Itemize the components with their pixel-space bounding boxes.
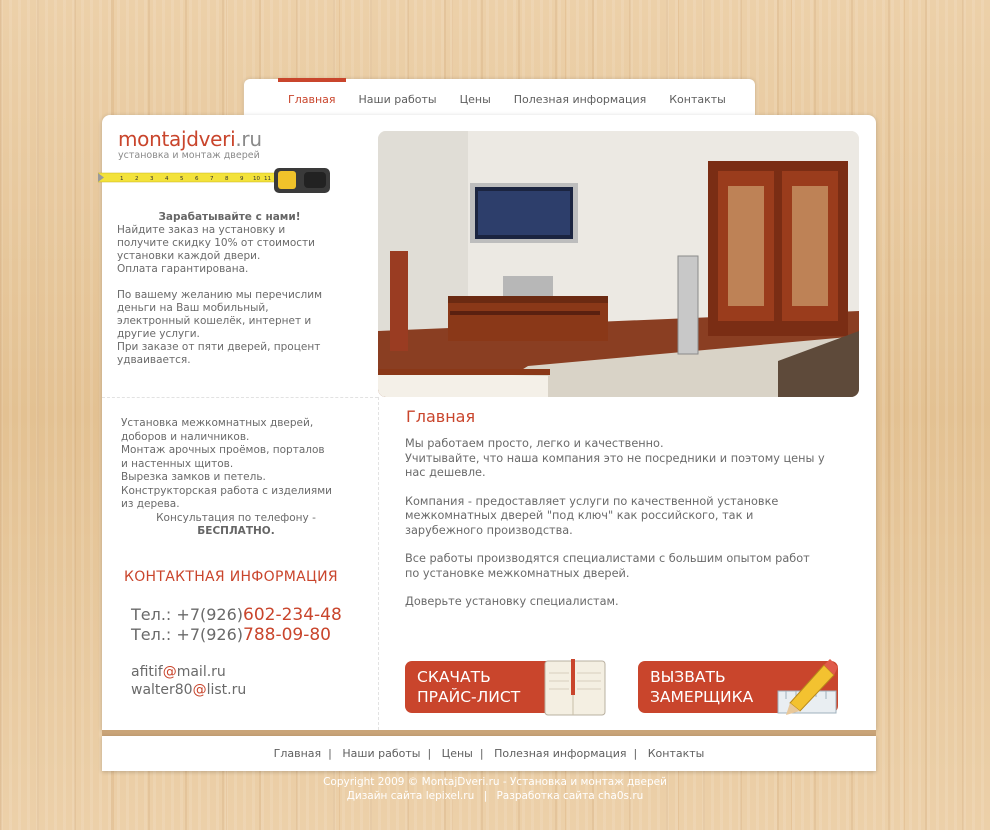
credit-separator: | <box>483 790 488 802</box>
footer-separator: | <box>328 747 332 760</box>
logo-tld: .ru <box>235 127 262 151</box>
nav-item-info[interactable]: Полезная информация <box>513 93 647 106</box>
service-line: Установка межкомнатных дверей, <box>121 417 314 429</box>
email-list <box>131 663 246 699</box>
free-text: БЕСПЛАТНО. <box>197 525 275 537</box>
download-price-button[interactable] <box>405 661 605 713</box>
call-measurer-button[interactable] <box>638 661 838 713</box>
services-block <box>121 417 351 539</box>
nav-item-works[interactable]: Наши работы <box>358 93 437 106</box>
svg-text:4: 4 <box>165 176 169 182</box>
email-domain: mail.ru <box>176 664 226 680</box>
svg-text:6: 6 <box>195 176 199 182</box>
email-user: afitif <box>131 664 163 680</box>
promo-line: Найдите заказ на установку и <box>117 224 286 236</box>
logo-tagline: установка и монтаж дверей <box>118 150 260 161</box>
promo-line: При заказе от пяти дверей, процент <box>117 341 321 353</box>
button-line: ВЫЗВАТЬ <box>650 668 726 686</box>
email-link[interactable] <box>131 681 246 699</box>
service-line: и настенных щитов. <box>121 457 234 470</box>
svg-text:5: 5 <box>180 176 184 182</box>
design-label: Дизайн сайта <box>346 790 423 802</box>
dev-label: Разработка сайта <box>496 790 595 802</box>
dev-link[interactable]: cha0s.ru <box>597 790 644 802</box>
phone-line[interactable] <box>131 625 342 645</box>
promo-heading: Зарабатывайте с нами! <box>158 211 301 223</box>
promo-line: удваивается. <box>117 354 191 366</box>
email-at: @ <box>192 682 207 698</box>
phone-line[interactable] <box>131 605 342 625</box>
main-panel <box>102 115 876 730</box>
promo-line: Оплата гарантирована. <box>117 263 249 275</box>
notebook-icon <box>539 657 609 717</box>
button-line: ЗАМЕРЩИКА <box>650 688 754 706</box>
pencil-ruler-icon <box>774 653 840 719</box>
main-paragraph: Компания - предоставляет услуги по качественной установке межкомнатных дверей "под ключ" как российского, так и зарубежного производства. <box>405 494 779 537</box>
email-user: walter80 <box>131 682 193 698</box>
consult-text: Консультация по телефону - <box>156 511 316 524</box>
measuring-tape-icon <box>98 165 334 195</box>
email-link[interactable] <box>131 663 246 681</box>
main-paragraph: Мы работаем просто, легко и качественно. Учитывайте, что наша компания это не посредники и поэтому цены у нас дешевле. <box>405 437 825 479</box>
svg-text:8: 8 <box>225 176 229 182</box>
promo-line: другие услуги. <box>117 328 200 340</box>
footer-link-info[interactable]: Полезная информация <box>494 747 627 760</box>
site-logo[interactable] <box>118 127 262 161</box>
phone-list <box>131 605 342 645</box>
footer-link-home[interactable]: Главная <box>273 747 322 760</box>
svg-text:1: 1 <box>120 176 124 182</box>
copyright-block <box>0 775 990 803</box>
logo-name: montajdveri <box>118 127 236 151</box>
promo-block <box>117 211 342 367</box>
contact-heading: КОНТАКТНАЯ ИНФОРМАЦИЯ <box>124 569 338 585</box>
button-line: ПРАЙС-ЛИСТ <box>417 688 521 706</box>
footer-link-prices[interactable]: Цены <box>441 747 473 760</box>
footer-separator: | <box>427 747 432 760</box>
design-link[interactable]: lepixel.ru <box>425 790 475 802</box>
page-title: Главная <box>406 407 476 426</box>
main-paragraph: Все работы производятся специалистами с большим опытом работ по установке межкомнатных дверей. <box>405 552 810 580</box>
footer-navigation <box>102 736 876 771</box>
promo-line: По вашему желанию мы перечислим <box>117 289 323 301</box>
nav-item-contacts[interactable]: Контакты <box>669 93 726 106</box>
service-line: Монтаж арочных проёмов, порталов <box>121 444 325 456</box>
svg-text:7: 7 <box>210 176 214 182</box>
service-line: Вырезка замков и петель. <box>121 471 266 483</box>
email-domain: list.ru <box>206 682 247 698</box>
service-line: доборов и наличников. <box>121 430 250 443</box>
phone-prefix: Тел.: +7(926) <box>131 625 244 644</box>
svg-text:11: 11 <box>264 176 271 182</box>
email-at: @ <box>162 664 177 680</box>
nav-item-prices[interactable]: Цены <box>459 93 491 106</box>
phone-number: 788-09-80 <box>243 625 331 645</box>
phone-prefix: Тел.: +7(926) <box>131 605 244 624</box>
promo-line: деньги на Ваш мобильный, <box>117 302 269 314</box>
nav-item-home[interactable]: Главная <box>278 78 346 118</box>
top-navigation <box>244 79 755 115</box>
footer-link-contacts[interactable]: Контакты <box>647 747 705 760</box>
footer-link-works[interactable]: Наши работы <box>342 747 421 760</box>
left-divider <box>102 397 378 398</box>
main-paragraph: Доверьте установку специалистам. <box>405 595 619 608</box>
service-line: из дерева. <box>121 498 180 510</box>
svg-text:2: 2 <box>135 176 139 182</box>
promo-line: получите скидку 10% от стоимости <box>117 237 315 249</box>
svg-text:3: 3 <box>150 176 154 182</box>
main-text <box>405 437 825 624</box>
phone-number: 602-234-48 <box>243 605 342 625</box>
footer-separator: | <box>633 747 638 760</box>
svg-text:10: 10 <box>253 176 260 182</box>
promo-line: установки каждой двери. <box>117 250 261 262</box>
copyright-text: Copyright 2009 © MontajDveri.ru - Установка и монтаж дверей <box>323 776 667 788</box>
service-line: Конструкторская работа с изделиями <box>121 484 332 497</box>
column-divider <box>378 397 379 730</box>
footer-separator: | <box>479 747 484 760</box>
button-line: СКАЧАТЬ <box>417 668 491 686</box>
promo-line: электронный кошелёк, интернет и <box>117 315 312 327</box>
hero-interior-image <box>378 131 859 397</box>
svg-text:9: 9 <box>240 176 244 182</box>
